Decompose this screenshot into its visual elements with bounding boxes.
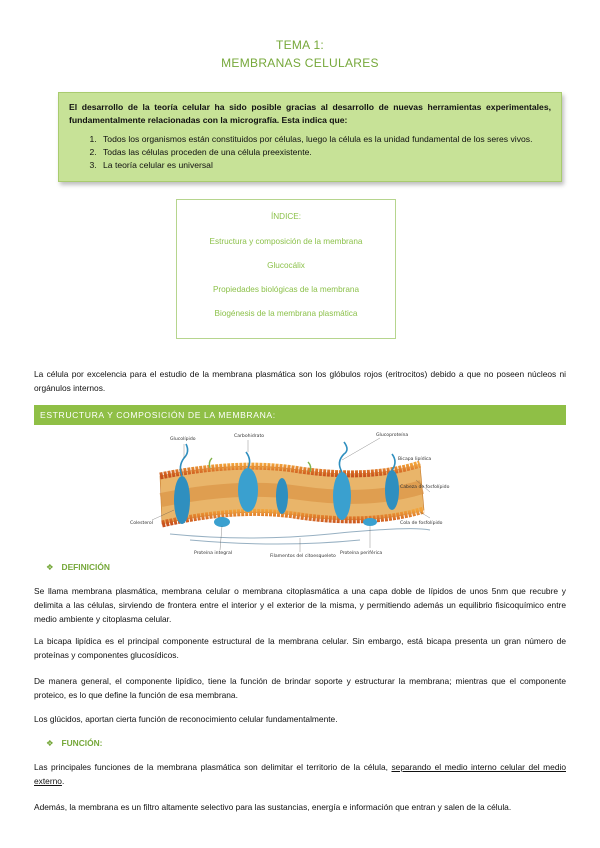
definicion-paragraph-1: Se llama membrana plasmática, membrana celular o membrana citoplasmática a una capa doble de lípidos de unos 5nm que recubre y delimita a las células, sirviendo de frontera entre el interior y el exterior de la misma, y permitiendo además un equilibrio fisicoquímico entre medio ambiente y citoplasma celular. <box>34 586 566 624</box>
definicion-paragraph-3: De manera general, el componente lipídico, tiene la función de brindar soporte y estructurar la membrana; mientras que el componente proteico, es lo que define la función de esa membrana. <box>34 676 566 700</box>
funcion-text-underlined: separando el medio interno celular del medio externo <box>34 762 566 786</box>
funcion-text-a: Las principales funciones de la membrana plasmática son delimitar el territorio de la célula, <box>34 762 392 772</box>
figure-label: Glucoproteína <box>376 433 409 438</box>
funcion-heading <box>46 738 102 748</box>
intro-point: 1. Todos los organismos están constituidos por células, luego la célula es la unidad fundamental de los seres vivos. <box>99 133 551 146</box>
funcion-paragraph-2: Además, la membrana es un filtro altamente selectivo para las sustancias, energía e información que entran y salen de la célula. <box>34 802 512 812</box>
page-title-line1: TEMA 1: <box>275 38 325 52</box>
membrane-diagram <box>130 430 450 558</box>
intro-text: El desarrollo de la teoría celular ha sido posible gracias al desarrollo de nuevas herramientas experimentales, fundamentalmente relacionadas con la micrografía. Esta indica que: <box>69 102 551 125</box>
figure-label: Colesterol <box>130 521 154 526</box>
rbc-paragraph: La célula por excelencia para el estudio de la membrana plasmática son los glóbulos rojos (eritrocitos) debido a que no poseen núcleos ni orgánulos internos. <box>34 369 566 393</box>
definicion-heading-text: DEFINICIÓN <box>61 562 110 572</box>
figure-label: Proteína periférica <box>340 551 383 556</box>
index-heading: ÍNDICE: <box>270 212 302 221</box>
page-title-line2: MEMBRANAS CELULARES <box>221 56 379 70</box>
index-item[interactable]: Estructura y composición de la membrana <box>209 237 363 246</box>
index-box <box>176 199 396 339</box>
figure-label: Filamentos del citoesqueleto <box>270 554 336 558</box>
diamond-bullet-icon: ❖ <box>46 562 54 572</box>
figure-label: Proteína integral <box>194 551 233 556</box>
section-bar-structure: ESTRUCTURA Y COMPOSICIÓN DE LA MEMBRANA: <box>34 405 566 425</box>
funcion-paragraph-1 <box>34 760 566 788</box>
funcion-heading-text: FUNCIÓN: <box>61 738 103 748</box>
intro-box <box>58 92 562 182</box>
funcion-text-b: . <box>61 776 65 786</box>
figure-label: Carbohidrato <box>234 434 265 439</box>
definicion-paragraph-4: Los glúcidos, aportan cierta función de reconocimiento celular fundamentalmente. <box>34 714 338 724</box>
intro-list <box>69 133 551 172</box>
diamond-bullet-icon: ❖ <box>46 738 54 748</box>
figure-label: Cola de fosfolípido <box>400 521 443 526</box>
figure-label: Bicapa lipídica <box>398 457 432 462</box>
figure-label: Cabeza de fosfolípido <box>400 485 450 490</box>
index-item[interactable]: Glucocálix <box>267 261 305 270</box>
figure-label: Glucolípido <box>170 437 196 442</box>
definicion-paragraph-2: La bicapa lipídica es el principal componente estructural de la membrana celular. Sin embargo, está bicapa presenta un gran número de proteínas y componentes glucosídicos. <box>34 636 566 660</box>
intro-point: 3. La teoría celular es universal <box>99 159 551 172</box>
intro-point: 2. Todas las células proceden de una célula preexistente. <box>99 146 551 159</box>
index-item[interactable]: Biogénesis de la membrana plasmática <box>214 309 358 318</box>
definicion-heading <box>46 562 110 572</box>
index-item[interactable]: Propiedades biológicas de la membrana <box>212 285 360 294</box>
